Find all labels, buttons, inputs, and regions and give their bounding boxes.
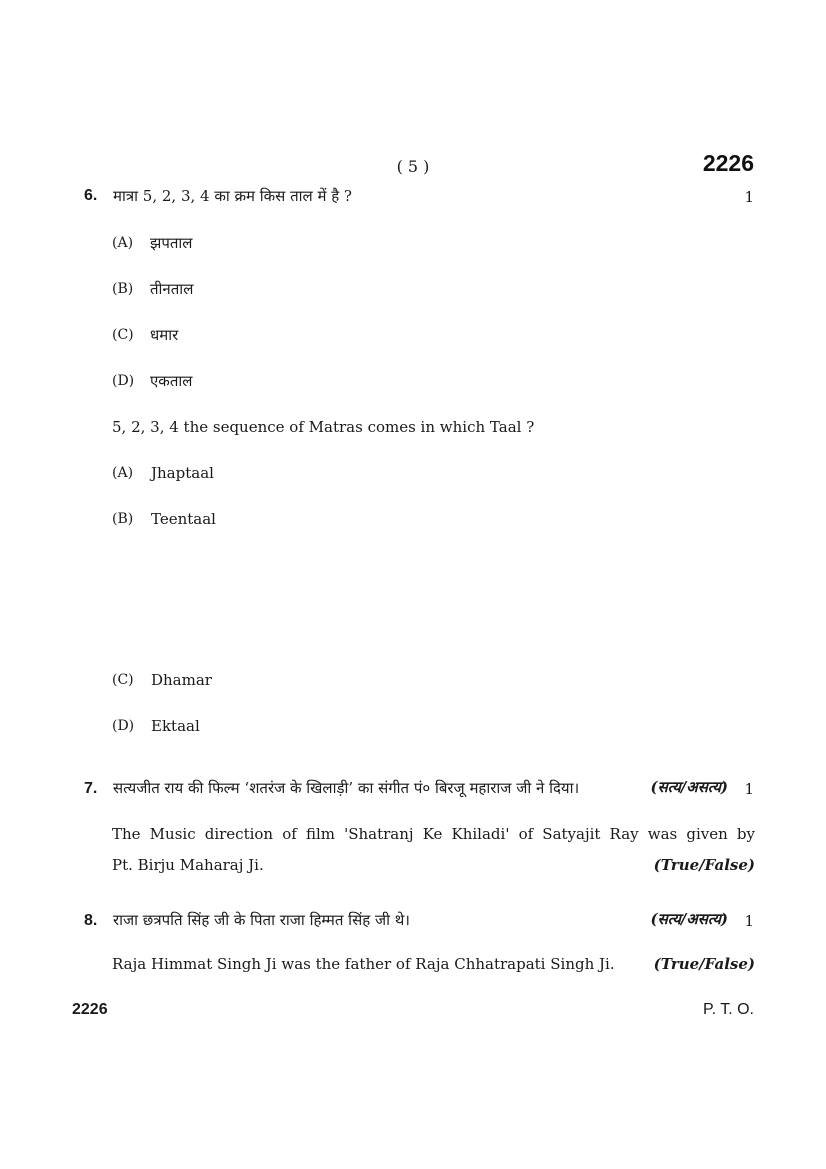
question-6-marks: 1 bbox=[744, 188, 754, 206]
q6-english-option-b-text: Teentaal bbox=[151, 510, 216, 528]
q6-english-option-a-letter: (A) bbox=[112, 465, 134, 481]
q6-hindi-option-d-letter: (D) bbox=[112, 373, 135, 389]
q6-hindi-option-b-text: तीनताल bbox=[150, 280, 194, 298]
question-7-hindi-text: सत्यजीत राय की फिल्म ‘शतरंज के खिलाड़ी’ का संगीत पं० बिरजू महाराज जी ने दिया। bbox=[113, 779, 580, 797]
question-7-number: 7. bbox=[84, 780, 98, 797]
q6-english-option-d-text: Ektaal bbox=[151, 717, 200, 735]
question-7-hindi-true-false: (सत्य/असत्य) bbox=[650, 778, 728, 796]
question-6-english-text: 5, 2, 3, 4 the sequence of Matras comes in which Taal ? bbox=[112, 418, 535, 436]
question-7-english-true-false: (True/False) bbox=[653, 856, 755, 874]
question-7-marks: 1 bbox=[744, 780, 754, 798]
q6-english-option-c-letter: (C) bbox=[112, 672, 134, 688]
question-7-english-line-1: The Music direction of film 'Shatranj Ke Khiladi' of Satyajit Ray was given by bbox=[112, 825, 755, 843]
question-7-english-line-2: Pt. Birju Maharaj Ji. bbox=[112, 856, 264, 874]
q6-hindi-option-b-letter: (B) bbox=[112, 281, 134, 297]
page-number: ( 5 ) bbox=[396, 157, 430, 176]
question-8-hindi-true-false: (सत्य/असत्य) bbox=[650, 910, 728, 928]
question-6-hindi-text: मात्रा 5, 2, 3, 4 का क्रम किस ताल में है ? bbox=[113, 187, 352, 205]
question-8-marks: 1 bbox=[744, 912, 754, 930]
q6-english-option-a-text: Jhaptaal bbox=[151, 464, 214, 482]
please-turn-over: P. T. O. bbox=[703, 1001, 754, 1018]
q6-hindi-option-a-letter: (A) bbox=[112, 235, 134, 251]
q6-english-option-b-letter: (B) bbox=[112, 511, 134, 527]
q6-hindi-option-d-text: एकताल bbox=[150, 372, 193, 390]
q6-english-option-d-letter: (D) bbox=[112, 718, 135, 734]
question-6-number: 6. bbox=[84, 187, 98, 204]
question-8-hindi-text: राजा छत्रपति सिंह जी के पिता राजा हिम्मत सिंह जी थे। bbox=[113, 911, 410, 929]
question-8-english-true-false: (True/False) bbox=[653, 955, 755, 973]
paper-code-footer: 2226 bbox=[72, 1001, 108, 1018]
paper-code-header: 2226 bbox=[702, 150, 754, 176]
q6-hindi-option-a-text: झपताल bbox=[150, 234, 193, 252]
q6-hindi-option-c-text: धमार bbox=[150, 326, 179, 344]
q6-english-option-c-text: Dhamar bbox=[151, 671, 212, 689]
question-8-english-text: Raja Himmat Singh Ji was the father of Raja Chhatrapati Singh Ji. bbox=[112, 955, 615, 973]
question-8-number: 8. bbox=[84, 912, 98, 929]
q6-hindi-option-c-letter: (C) bbox=[112, 327, 134, 343]
